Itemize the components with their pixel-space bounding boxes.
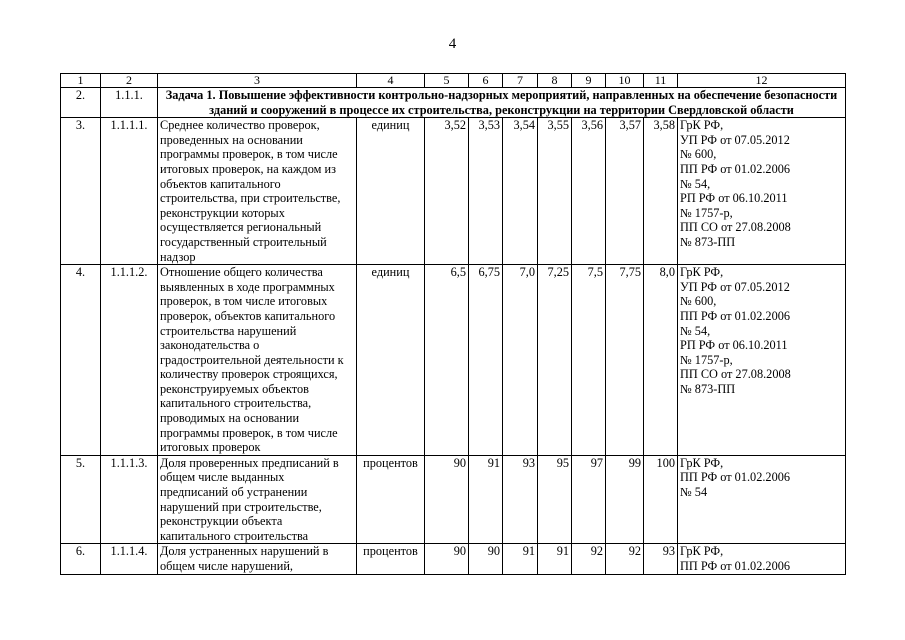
indicators-table (60, 73, 846, 575)
value-cell: 99 (606, 455, 644, 544)
value-cell: 90 (469, 544, 503, 574)
header-cell: 8 (538, 74, 572, 88)
row-number: 2. (61, 88, 101, 118)
column-number-header-row (61, 74, 846, 88)
row-code: 1.1.1.3. (101, 455, 158, 544)
value-cell: 3,55 (538, 118, 572, 265)
value-cell: 93 (503, 455, 538, 544)
value-cell: 91 (469, 455, 503, 544)
header-cell: 9 (572, 74, 606, 88)
header-cell: 5 (425, 74, 469, 88)
value-cell: 93 (644, 544, 678, 574)
value-cell: 3,52 (425, 118, 469, 265)
unit: процентов (357, 455, 425, 544)
value-cell: 95 (538, 455, 572, 544)
indicator-name: Среднее количество проверок, проведенных на основании программы проверок, в том числе итоговых проверок, на каждом из объектов капитального строительства, при строительстве, реконструкции которых осуществляется региональный государственный строительный надзор (158, 118, 357, 265)
value-cell: 6,5 (425, 265, 469, 456)
legal-references: ГрК РФ, УП РФ от 07.05.2012 № 600, ПП РФ от 01.02.2006 № 54, РП РФ от 06.10.2011 № 1757-р, ПП СО от 27.08.2008 № 873-ПП (678, 118, 846, 265)
legal-references: ГрК РФ, ПП РФ от 01.02.2006 № 54 (678, 455, 846, 544)
header-cell: 2 (101, 74, 158, 88)
task-row (61, 88, 846, 118)
table-row (61, 544, 846, 574)
value-cell: 91 (538, 544, 572, 574)
value-cell: 90 (425, 455, 469, 544)
row-number: 6. (61, 544, 101, 574)
value-cell: 3,58 (644, 118, 678, 265)
header-cell: 4 (357, 74, 425, 88)
table-row (61, 265, 846, 456)
header-cell: 11 (644, 74, 678, 88)
row-code: 1.1.1.2. (101, 265, 158, 456)
value-cell: 3,56 (572, 118, 606, 265)
unit: процентов (357, 544, 425, 574)
task-title: Задача 1. Повышение эффективности контрольно-надзорных мероприятий, направленных на обеспечение безопасности зданий и сооружений в процессе их строительства, реконструкции на территории Свердловской области (158, 88, 846, 118)
table-row (61, 118, 846, 265)
value-cell: 7,5 (572, 265, 606, 456)
value-cell: 100 (644, 455, 678, 544)
value-cell: 8,0 (644, 265, 678, 456)
indicator-name: Доля проверенных предписаний в общем числе выданных предписаний об устранении нарушений при строительстве, реконструкции объекта капитального строительства (158, 455, 357, 544)
value-cell: 92 (606, 544, 644, 574)
value-cell: 3,54 (503, 118, 538, 265)
legal-references: ГрК РФ, ПП РФ от 01.02.2006 (678, 544, 846, 574)
header-cell: 1 (61, 74, 101, 88)
value-cell: 6,75 (469, 265, 503, 456)
header-cell: 3 (158, 74, 357, 88)
value-cell: 90 (425, 544, 469, 574)
header-cell: 7 (503, 74, 538, 88)
header-cell: 6 (469, 74, 503, 88)
row-number: 3. (61, 118, 101, 265)
row-code: 1.1.1.4. (101, 544, 158, 574)
page-number: 4 (448, 36, 457, 52)
value-cell: 3,57 (606, 118, 644, 265)
value-cell: 7,25 (538, 265, 572, 456)
legal-references: ГрК РФ, УП РФ от 07.05.2012 № 600, ПП РФ от 01.02.2006 № 54, РП РФ от 06.10.2011 № 1757-р, ПП СО от 27.08.2008 № 873-ПП (678, 265, 846, 456)
indicator-name: Доля устраненных нарушений в общем числе нарушений, (158, 544, 357, 574)
table-row (61, 455, 846, 544)
indicator-name: Отношение общего количества выявленных в ходе программных проверок, в том числе итоговых проверок, объектов капитального строительства нарушений законодательства о градостроительной деятельности к количеству проверок строящихся, реконструируемых объектов капитального строительства, проводимых на основании программы проверок, в том числе итоговых проверок (158, 265, 357, 456)
row-code: 1.1.1.1. (101, 118, 158, 265)
value-cell: 92 (572, 544, 606, 574)
value-cell: 97 (572, 455, 606, 544)
value-cell: 91 (503, 544, 538, 574)
unit: единиц (357, 118, 425, 265)
value-cell: 3,53 (469, 118, 503, 265)
row-number: 4. (61, 265, 101, 456)
value-cell: 7,0 (503, 265, 538, 456)
row-number: 5. (61, 455, 101, 544)
value-cell: 7,75 (606, 265, 644, 456)
header-cell: 12 (678, 74, 846, 88)
row-code: 1.1.1. (101, 88, 158, 118)
header-cell: 10 (606, 74, 644, 88)
unit: единиц (357, 265, 425, 456)
